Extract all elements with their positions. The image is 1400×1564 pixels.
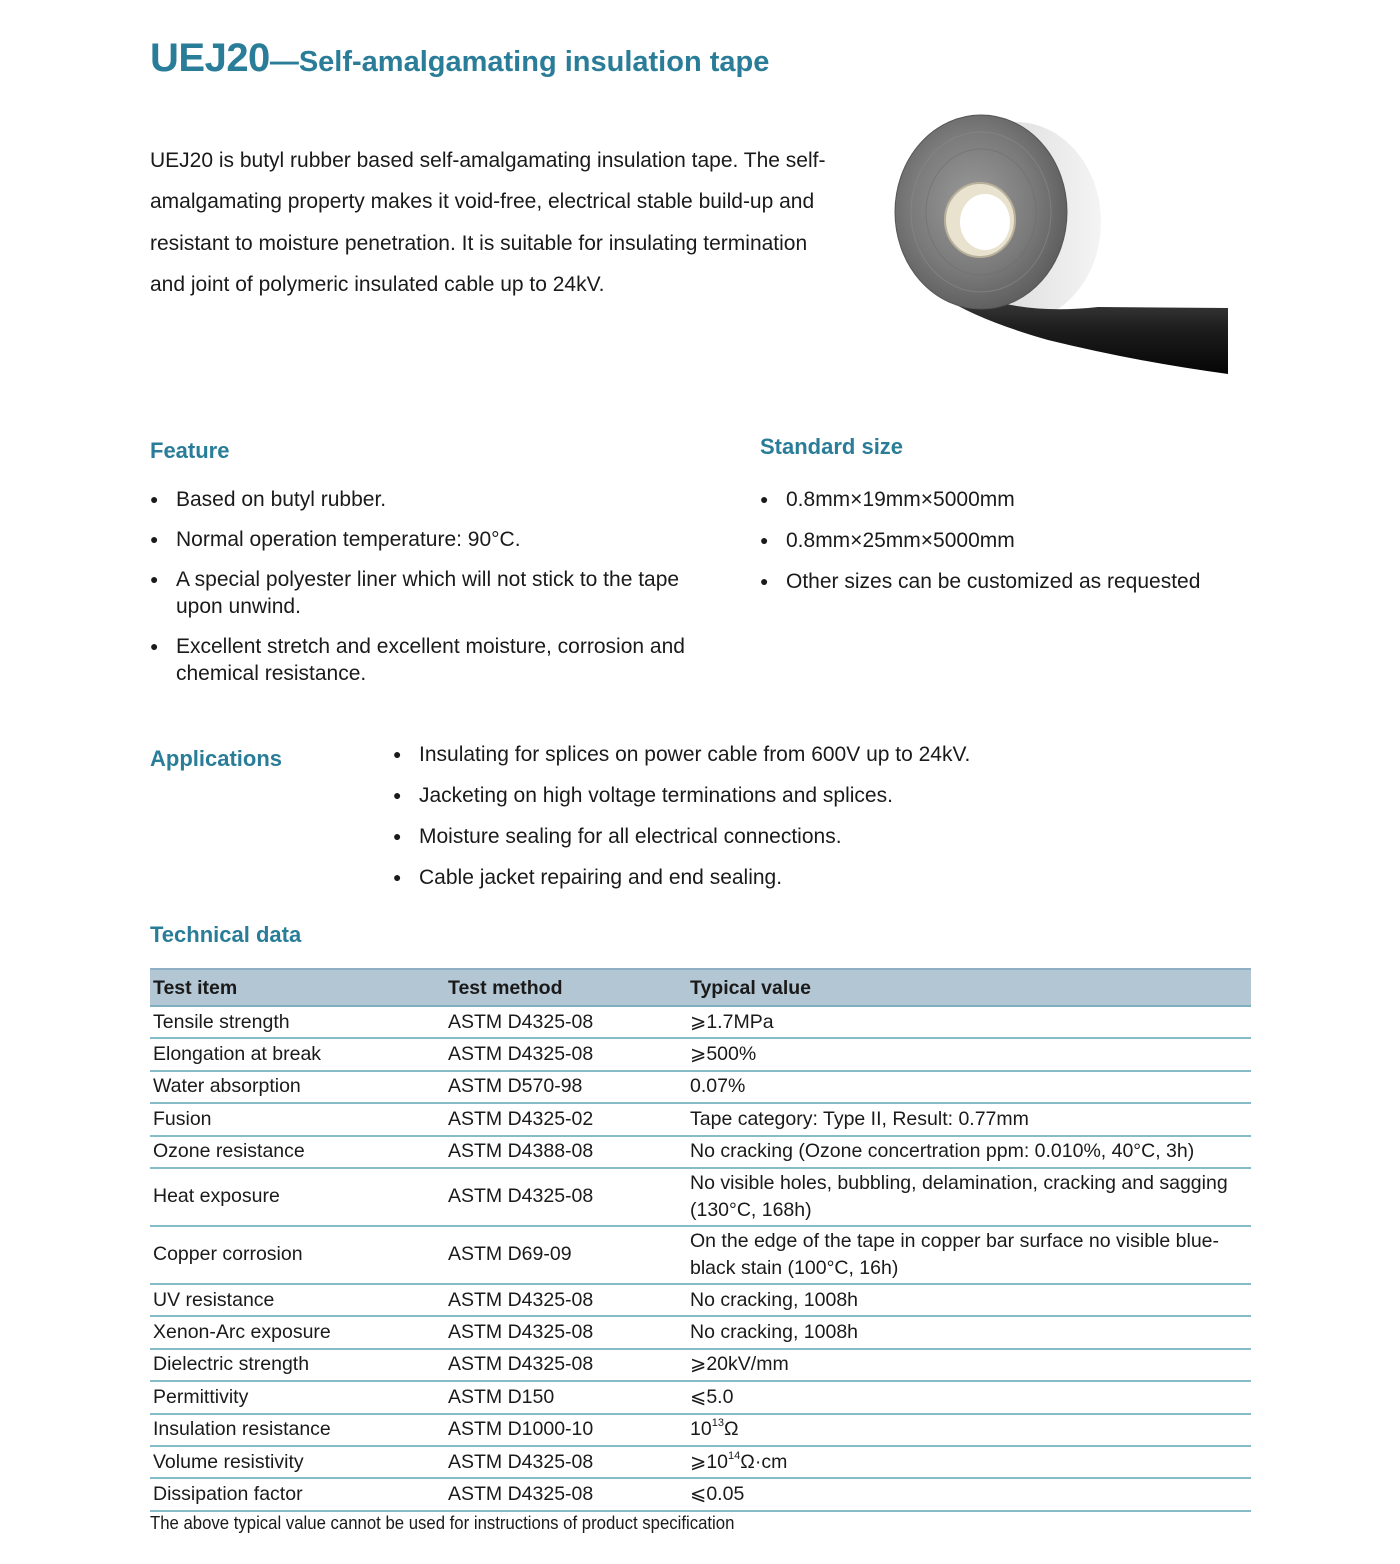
table-row <box>150 1316 1251 1348</box>
value-base: 10 <box>690 1418 712 1441</box>
list-item: ● Normal operation temperature: 90°C. <box>150 526 710 553</box>
test-method-cell: ASTM D4325-02 <box>445 1103 687 1135</box>
value-unit: Ω <box>723 1418 739 1441</box>
test-method-cell: ASTM D69-09 <box>445 1226 687 1284</box>
typical-value-cell: No cracking, 1008h <box>687 1316 1251 1348</box>
typical-value-cell: Tape category: Type II, Result: 0.77mm <box>687 1103 1251 1135</box>
table-row <box>150 1103 1251 1135</box>
test-item-cell: Heat exposure <box>150 1168 445 1226</box>
list-item: ● Moisture sealing for all electrical connections. <box>393 823 1193 850</box>
test-item-cell: Xenon-Arc exposure <box>150 1316 445 1348</box>
standard-size-list <box>760 486 1280 609</box>
table-row <box>150 1038 1251 1070</box>
typical-value-cell: No cracking (Ozone concertration ppm: 0.010%, 40°C, 3h) <box>687 1136 1251 1168</box>
table-row <box>150 1006 1251 1038</box>
test-item-cell: Ozone resistance <box>150 1136 445 1168</box>
column-header: Typical value <box>687 969 1251 1006</box>
page-title <box>150 36 769 81</box>
list-item: ● Other sizes can be customized as requested <box>760 568 1280 595</box>
typical-value-cell: ⩾1.7MPa <box>687 1006 1251 1038</box>
test-method-cell: ASTM D150 <box>445 1381 687 1413</box>
test-item-cell: Insulation resistance <box>150 1414 445 1446</box>
test-method-cell: ASTM D4325-08 <box>445 1478 687 1510</box>
list-item: ● 0.8mm×25mm×5000mm <box>760 527 1280 554</box>
table-row <box>150 1226 1251 1284</box>
test-method-cell: ASTM D570-98 <box>445 1071 687 1103</box>
test-item-cell: UV resistance <box>150 1284 445 1316</box>
test-method-cell: ASTM D1000-10 <box>445 1414 687 1446</box>
footnote: The above typical value cannot be used for instructions of product specification <box>150 1513 735 1533</box>
table-row <box>150 1414 1251 1446</box>
test-item-cell: Elongation at break <box>150 1038 445 1070</box>
typical-value-cell: 0.07% <box>687 1071 1251 1103</box>
typical-value-cell: No visible holes, bubbling, delamination, cracking and sagging (130°C, 168h) <box>687 1168 1251 1226</box>
list-item: ● Insulating for splices on power cable from 600V up to 24kV. <box>393 741 1193 768</box>
applications-heading: Applications <box>150 746 283 771</box>
test-method-cell: ASTM D4325-08 <box>445 1446 687 1478</box>
table-row <box>150 1349 1251 1381</box>
typical-value-cell: ⩾500% <box>687 1038 1251 1070</box>
product-code: UEJ20 <box>150 36 270 80</box>
applications-list <box>393 741 1193 905</box>
standard-size-heading: Standard size <box>760 434 904 459</box>
list-item: ● Excellent stretch and excellent moisture, corrosion and chemical resistance. <box>150 633 710 687</box>
table-row <box>150 1446 1251 1478</box>
table-header-row <box>150 969 1251 1006</box>
test-item-cell: Fusion <box>150 1103 445 1135</box>
test-method-cell: ASTM D4325-08 <box>445 1316 687 1348</box>
typical-value-cell: No cracking, 1008h <box>687 1284 1251 1316</box>
test-item-cell: Dissipation factor <box>150 1478 445 1510</box>
technical-data-table <box>150 968 1251 1512</box>
test-method-cell: ASTM D4325-08 <box>445 1038 687 1070</box>
value-exponent: 14 <box>728 1449 741 1462</box>
feature-heading: Feature <box>150 438 230 463</box>
list-item: ● 0.8mm×19mm×5000mm <box>760 486 1280 513</box>
typical-value-cell: ⩽5.0 <box>687 1381 1251 1413</box>
typical-value-cell <box>687 1414 1251 1446</box>
tape-roll-image <box>888 112 1238 382</box>
test-method-cell: ASTM D4325-08 <box>445 1349 687 1381</box>
list-item: ● Jacketing on high voltage terminations and splices. <box>393 782 1193 809</box>
test-method-cell: ASTM D4325-08 <box>445 1284 687 1316</box>
product-subtitle: —Self-amalgamating insulation tape <box>269 46 770 78</box>
table-row <box>150 1284 1251 1316</box>
table-row <box>150 1478 1251 1510</box>
typical-value-cell: ⩾20kV/mm <box>687 1349 1251 1381</box>
typical-value-cell <box>687 1446 1251 1478</box>
test-method-cell: ASTM D4325-08 <box>445 1006 687 1038</box>
test-item-cell: Permittivity <box>150 1381 445 1413</box>
test-method-cell: ASTM D4388-08 <box>445 1136 687 1168</box>
test-item-cell: Water absorption <box>150 1071 445 1103</box>
value-unit: Ω·cm <box>740 1450 788 1473</box>
test-method-cell: ASTM D4325-08 <box>445 1168 687 1226</box>
table-row <box>150 1381 1251 1413</box>
test-item-cell: Copper corrosion <box>150 1226 445 1284</box>
list-item: ● A special polyester liner which will not stick to the tape upon unwind. <box>150 566 710 620</box>
intro-paragraph: UEJ20 is butyl rubber based self-amalgamating insulation tape. The self-amalgamating property makes it void-free, electrical stable build-up and resistant to moisture penetration. It is suitable for insulating termination and joint of polymeric insulated cable up to 24kV. <box>150 149 826 296</box>
column-header: Test item <box>150 969 445 1006</box>
column-header: Test method <box>445 969 687 1006</box>
test-item-cell: Dielectric strength <box>150 1349 445 1381</box>
technical-data-heading: Technical data <box>150 922 302 947</box>
test-item-cell: Volume resistivity <box>150 1446 445 1478</box>
value-base: ⩾10 <box>690 1450 729 1473</box>
table-row <box>150 1071 1251 1103</box>
table-row <box>150 1168 1251 1226</box>
typical-value-cell: ⩽0.05 <box>687 1478 1251 1510</box>
test-item-cell: Tensile strength <box>150 1006 445 1038</box>
list-item: ● Based on butyl rubber. <box>150 486 710 513</box>
typical-value-cell: On the edge of the tape in copper bar surface no visible blue-black stain (100°C, 16h) <box>687 1226 1251 1284</box>
feature-list <box>150 486 710 700</box>
list-item: ● Cable jacket repairing and end sealing. <box>393 864 1193 891</box>
table-row <box>150 1136 1251 1168</box>
value-exponent: 13 <box>711 1417 724 1430</box>
